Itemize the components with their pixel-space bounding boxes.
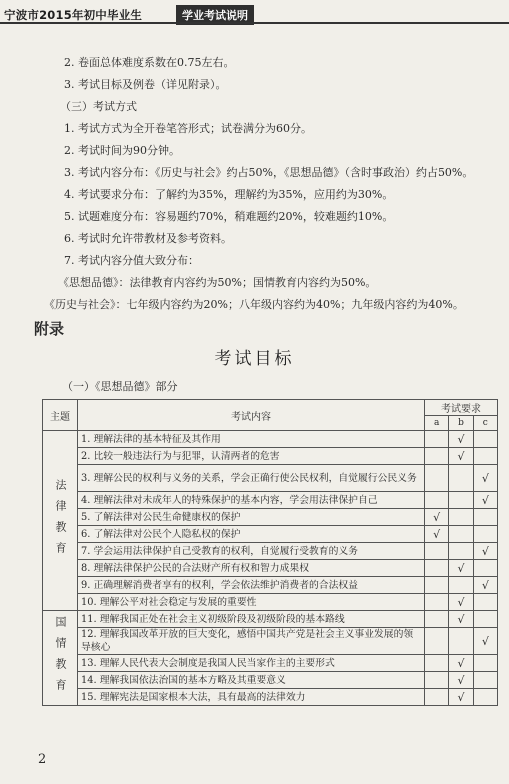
table-row <box>43 672 498 689</box>
requirement-mark-c <box>473 689 497 706</box>
page-number: 2 <box>38 752 47 767</box>
content-cell: 11. 理解我国正处在社会主义初级阶段及初级阶段的基本路线 <box>78 611 425 628</box>
intro-line: 5. 试题难度分布：容易题约70%，稍难题约20%，较难题约10%。 <box>64 210 394 223</box>
content-cell: 10. 理解公平对社会稳定与发展的重要性 <box>78 594 425 611</box>
requirement-mark-b <box>449 509 473 526</box>
requirement-mark-b <box>449 628 473 655</box>
content-cell: 8. 理解法律保护公民的合法财产所有权和智力成果权 <box>78 560 425 577</box>
col-a-header: a <box>425 416 449 431</box>
requirement-mark-a <box>425 543 449 560</box>
requirement-mark-c <box>473 655 497 672</box>
table-body <box>43 431 498 706</box>
content-cell: 3. 理解公民的权利与义务的关系，学会正确行使公民权利，自觉履行公民义务 <box>78 465 425 492</box>
table-row <box>43 465 498 492</box>
requirement-mark-a <box>425 465 449 492</box>
page-title: 考试目标 <box>214 349 295 369</box>
requirement-mark-a <box>425 611 449 628</box>
content-cell: 2. 比较一般违法行为与犯罪，认清两者的危害 <box>78 448 425 465</box>
requirement-mark-c <box>473 672 497 689</box>
intro-line: 3. 考试目标及例卷（详见附录）。 <box>64 78 227 91</box>
requirement-mark-b: √ <box>449 655 473 672</box>
table-row <box>43 526 498 543</box>
requirement-mark-a <box>425 689 449 706</box>
requirement-mark-c: √ <box>473 577 497 594</box>
table-row <box>43 431 498 448</box>
requirement-mark-b <box>449 465 473 492</box>
intro-line: 2. 卷面总体难度系数在0.75左右。 <box>64 56 235 69</box>
content-cell: 4. 理解法律对未成年人的特殊保护的基本内容，学会用法律保护自己 <box>78 492 425 509</box>
requirement-mark-a <box>425 655 449 672</box>
requirement-mark-c <box>473 431 497 448</box>
content-cell: 13. 理解人民代表大会制度是我国人民当家作主的主要形式 <box>78 655 425 672</box>
requirement-mark-a <box>425 628 449 655</box>
requirement-mark-c: √ <box>473 628 497 655</box>
requirement-mark-b: √ <box>449 672 473 689</box>
requirement-mark-c: √ <box>473 543 497 560</box>
col-requirement-header: 考试要求 <box>425 400 498 416</box>
requirement-mark-c: √ <box>473 465 497 492</box>
intro-line: 6. 考试时允许带教材及参考资料。 <box>64 232 232 245</box>
header-title: 宁波市2015年初中毕业生 <box>4 8 143 22</box>
requirement-mark-b <box>449 577 473 594</box>
col-c-header: c <box>473 416 497 431</box>
header-label: 学业考试说明 <box>176 5 254 25</box>
table-row <box>43 577 498 594</box>
requirement-mark-b: √ <box>449 448 473 465</box>
goals-table <box>42 399 498 706</box>
col-content-header: 考试内容 <box>78 400 425 431</box>
intro-line: （三）考试方式 <box>60 100 137 113</box>
requirement-mark-b: √ <box>449 689 473 706</box>
content-cell: 14. 理解我国依法治国的基本方略及其重要意义 <box>78 672 425 689</box>
content-cell: 12. 理解我国改革开放的巨大变化，感悟中国共产党是社会主义事业发展的领导核心 <box>78 628 425 655</box>
requirement-mark-b <box>449 543 473 560</box>
table-row <box>43 492 498 509</box>
table-row <box>43 628 498 655</box>
content-cell: 1. 理解法律的基本特征及其作用 <box>78 431 425 448</box>
intro-line: 1. 考试方式为全开卷笔答形式；试卷满分为60分。 <box>64 122 312 135</box>
requirement-mark-c <box>473 594 497 611</box>
requirement-mark-c: √ <box>473 492 497 509</box>
table-row <box>43 611 498 628</box>
requirement-mark-b: √ <box>449 560 473 577</box>
requirement-mark-c <box>473 611 497 628</box>
requirement-mark-c <box>473 526 497 543</box>
requirement-mark-a <box>425 577 449 594</box>
requirement-mark-c <box>473 448 497 465</box>
topic-cell: 国情教育 <box>43 611 78 706</box>
sub-heading: （一）《思想品德》部分 <box>62 380 178 393</box>
table-row <box>43 689 498 706</box>
page-header <box>0 0 509 30</box>
requirement-mark-a <box>425 448 449 465</box>
table-row <box>43 509 498 526</box>
intro-line: 《历史与社会》：七年级内容约为20%；八年级内容约为40%；九年级内容约为40%。 <box>44 298 464 311</box>
table-row <box>43 655 498 672</box>
requirement-mark-b: √ <box>449 611 473 628</box>
col-b-header: b <box>449 416 473 431</box>
intro-line: 3. 考试内容分布：《历史与社会》约占50%，《思想品德》（含时事政治）约占50%。 <box>64 166 474 179</box>
intro-line: 《思想品德》：法律教育内容约为50%；国情教育内容约为50%。 <box>58 276 377 289</box>
requirement-mark-b <box>449 492 473 509</box>
requirement-mark-c <box>473 560 497 577</box>
table-row <box>43 448 498 465</box>
content-cell: 6. 了解法律对公民个人隐私权的保护 <box>78 526 425 543</box>
table-row <box>43 594 498 611</box>
requirement-mark-c <box>473 509 497 526</box>
appendix-heading: 附录 <box>34 320 65 338</box>
requirement-mark-b: √ <box>449 431 473 448</box>
requirement-mark-b: √ <box>449 594 473 611</box>
requirement-mark-a <box>425 431 449 448</box>
intro-line: 2. 考试时间为90分钟。 <box>64 144 180 157</box>
content-cell: 7. 学会运用法律保护自己受教育的权利，自觉履行受教育的义务 <box>78 543 425 560</box>
intro-line: 7. 考试内容分值大致分布： <box>64 254 199 267</box>
requirement-mark-b <box>449 526 473 543</box>
intro-line: 4. 考试要求分布：了解约为35%，理解约为35%，应用约为30%。 <box>64 188 394 201</box>
requirement-mark-a: √ <box>425 526 449 543</box>
table-row <box>43 560 498 577</box>
requirement-mark-a <box>425 492 449 509</box>
requirement-mark-a <box>425 560 449 577</box>
topic-cell: 法律教育 <box>43 431 78 611</box>
table-row <box>43 543 498 560</box>
requirement-mark-a <box>425 594 449 611</box>
requirement-mark-a <box>425 672 449 689</box>
col-topic-header: 主题 <box>43 400 78 431</box>
content-cell: 15. 理解宪法是国家根本大法，具有最高的法律效力 <box>78 689 425 706</box>
content-cell: 9. 正确理解消费者享有的权利，学会依法维护消费者的合法权益 <box>78 577 425 594</box>
content-cell: 5. 了解法律对公民生命健康权的保护 <box>78 509 425 526</box>
requirement-mark-a: √ <box>425 509 449 526</box>
header-rule <box>0 22 509 24</box>
